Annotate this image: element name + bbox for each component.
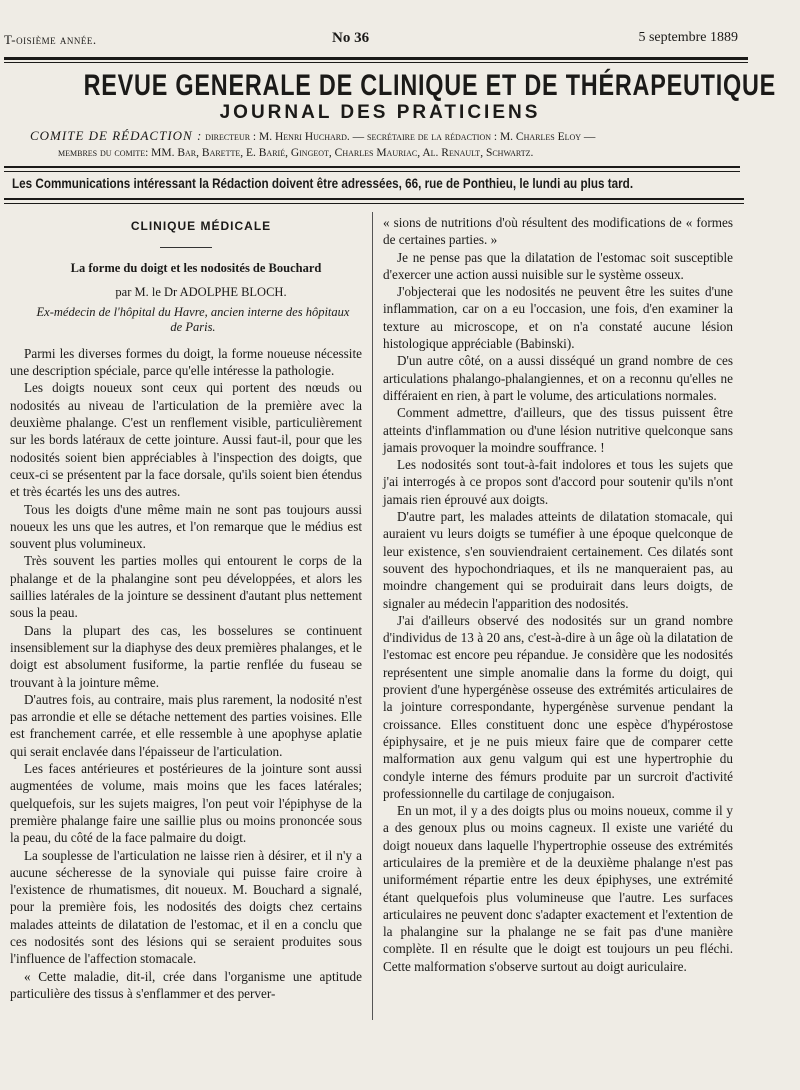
notice-rule-top: [4, 166, 740, 168]
paragraph: Je ne pense pas que la dilatation de l'estomac soit susceptible d'exercer une action aussi nuisible sur le système osseux.: [383, 249, 733, 282]
issue-number: No 36: [332, 30, 370, 46]
author-affiliation: Ex-médecin de l'hôpital du Havre, ancien interne des hôpitaux de Paris.: [36, 304, 350, 334]
left-column: [10, 214, 362, 1002]
article-author: par M. le Dr ADOLPHE BLOCH.: [115, 284, 287, 299]
paragraph: Tous les doigts d'une même main ne sont pas toujours aussi noueux les uns que les autres, et l'on remarque que le médius est souvent plus volumineux.: [10, 501, 362, 552]
committee-directors: directeur : M. Henri Huchard. — secrétaire de la rédaction : M. Charles Eloy —: [205, 131, 596, 143]
submission-notice: Les Communications intéressant la Rédaction doivent être adressées, 66, rue de Ponthieu, le lundi au plus tard.: [12, 176, 634, 191]
paragraph: Les doigts noueux sont ceux qui portent des nœuds ou nodosités au niveau de l'articulation de la première avec la deuxième phalange. C'est un renflement visible, particulièrement sur les bords latéraux de cette jointure. Aussi faut-il, pour que les nodosités soient bien appréciables à l'inspection des doigts, que ceux-ci se présentent par la face dorsale, qu'ils soient bien étendus et très écartés les uns des autres.: [10, 380, 362, 500]
journal-subtitle: JOURNAL DES PRATICIENS: [219, 102, 541, 123]
paragraph: Parmi les diverses formes du doigt, la forme noueuse nécessite une description spéciale, parce qu'elle intéresse la pathologie.: [10, 345, 362, 379]
paragraph: La souplesse de l'articulation ne laisse rien à désirer, et il n'y a aucune sécheresse de la synoviale qui puisse faire croire à l'existence de rhumatismes, dit noueux. M. Bouchard a signalé, pour la première fois, les nodosités des doigts chez certains malades atteints de dilatation de l'estomac, et il en a conclu que ces nodosités sont des lésions qui se seraient produites sous l'influence de l'affection stomacale.: [10, 847, 362, 967]
paragraph: J'objecterai que les nodosités ne peuvent être les suites d'une inflammation, car on a eu l'occasion, une fois, d'en examiner la texture au microscope, et on n'a constaté aucune lésion histologique appréciable (Babinski).: [383, 284, 733, 352]
paragraph: D'un autre côté, on a aussi disséqué un grand nombre de ces articulations phalango-phalangiennes, et on a reconnu qu'elles ne différaient en rien, à part le volume, des articulations normales.: [383, 353, 733, 403]
issue-date: 5 septembre 1889: [638, 30, 738, 45]
paragraph: « sions de nutritions d'où résultent des modifications de « formes de certaines parties. »: [383, 215, 733, 248]
paragraph: Très souvent les parties molles qui entourent le corps de la phalange et de la phalangine sont peu développées, et alors les saillies latérales de la jointure se dessinent d'autant plus nettement sous la peau.: [10, 553, 362, 621]
paragraph: Les nodosités sont tout-à-fait indolores et tous les sujets que j'ai interrogés à ce propos sont d'accord pour soutenir qu'ils n'ont jamais rien éprouvé aux doigts.: [383, 457, 733, 507]
year-label: T-oisième année.: [4, 32, 97, 47]
paragraph: En un mot, il y a des doigts plus ou moins noueux, comme il y a des genoux plus ou moins cagneux. Il existe une variété du doigt noueux dans laquelle l'hypertrophie osseuse des extrémités articulaires de la première et de la deuxième phalange n'est pas uniformément répartie entre les deux épiphyses, une extrémité étant quelquefois plus volumineuse que l'autre. Les surfaces articulaires ne peuvent donc s'adapter exactement et l'extention de la phalangine sur la phalange ne se fait pas d'une manière complète. Il en résulte que le doigt est toujours un peu fléchi. Cette malformation s'observe surtout au doigt auriculaire.: [383, 803, 733, 974]
committee-members: membres du comite: MM. Bar, Barette, E. Barié, Gingeot, Charles Mauriac, Al. Renault, Schwartz.: [58, 147, 534, 159]
committee-label: COMITE DE RÉDACTION :: [30, 128, 203, 143]
section-title: CLINIQUE MÉDICALE: [130, 219, 272, 233]
article-title: La forme du doigt et les nodosités de Bouchard: [70, 261, 322, 276]
paragraph: D'autre part, les malades atteints de dilatation stomacale, qui auraient vu leurs doigts se tuméfier à une époque quelconque de leur existence, s'en souviendraient certainement. Ces dilatés sont souvent des hypochondriaques, et ils ne manqueraient pas, au moindre changement qui se produirait dans leurs doigts, de signaler au médecin l'apparition des nodosités.: [383, 509, 733, 611]
paragraph: Dans la plupart des cas, les bosselures se continuent insensiblement sur la diaphyse des deux premières phalanges, et le doigt est absolument fusiforme, la partie renflée du fuseau se trouvant à la jointure même.: [10, 622, 362, 690]
notice-rule-bottom-thin: [4, 203, 744, 204]
journal-title: REVUE GENERALE DE CLINIQUE ET DE THÉRAPEUTIQUE: [83, 69, 777, 102]
header-rule-thick: [4, 57, 748, 60]
section-divider: [160, 247, 212, 248]
right-column: [383, 214, 733, 975]
header-rule-thin: [4, 62, 748, 63]
masthead: [0, 69, 777, 124]
paragraph: « Cette maladie, dit-il, crée dans l'organisme une aptitude particulière des tissus à s'enflammer et des perver-: [10, 968, 362, 1001]
editorial-committee: [30, 128, 750, 161]
paragraph: J'ai d'ailleurs observé des nodosités sur un grand nombre d'individus de 13 à 20 ans, c'est-à-dire à un âge où la dilatation de l'estomac est encore peu répandue. Je considère que les nodosités représentent une simple anomalie dans la forme du doigt, qui provient d'une hypergénèse osseuse des extrémités articulaires de la jointure correspondante, hypergénèse survenue pendant la croissance. Elles constituent donc une espèce d'hypérostose épiphysaire, et je ne puis mieux faire que de comparer cette malformation aux genu valgum qui est une hypertrophie du condyle interne des fémurs produite par un surcroit d'activité professionnelle du cartilage de conjugaison.: [383, 612, 733, 801]
paragraph: Comment admettre, d'ailleurs, que des tissus puissent être atteints d'inflammation ou d'une lésion nutritive quelconque sans jamais provoquer la moindre souffrance. !: [383, 405, 733, 455]
paragraph: D'autres fois, au contraire, mais plus rarement, la nodosité n'est pas arrondie et elle se détache nettement des parties voisines. Elle est franchement carrée, et elle ressemble à une apophyse aplatie qui serait enclavée dans l'épaisseur de l'articulation.: [10, 691, 362, 759]
paragraph: Les faces antérieures et postérieures de la jointure sont aussi augmentées de volume, mais moins que les faces latérales; quelquefois, sur les sujets maigres, l'on peut voir l'épiphyse de la première phalange faire une saillie plus ou moins prononcée sous la peau, du côté de la face palmaire du doigt.: [10, 761, 362, 846]
page-header: [0, 28, 800, 50]
column-divider: [372, 212, 373, 1020]
notice-rule-bottom: [4, 198, 744, 200]
notice-rule-top-thin: [4, 171, 740, 172]
